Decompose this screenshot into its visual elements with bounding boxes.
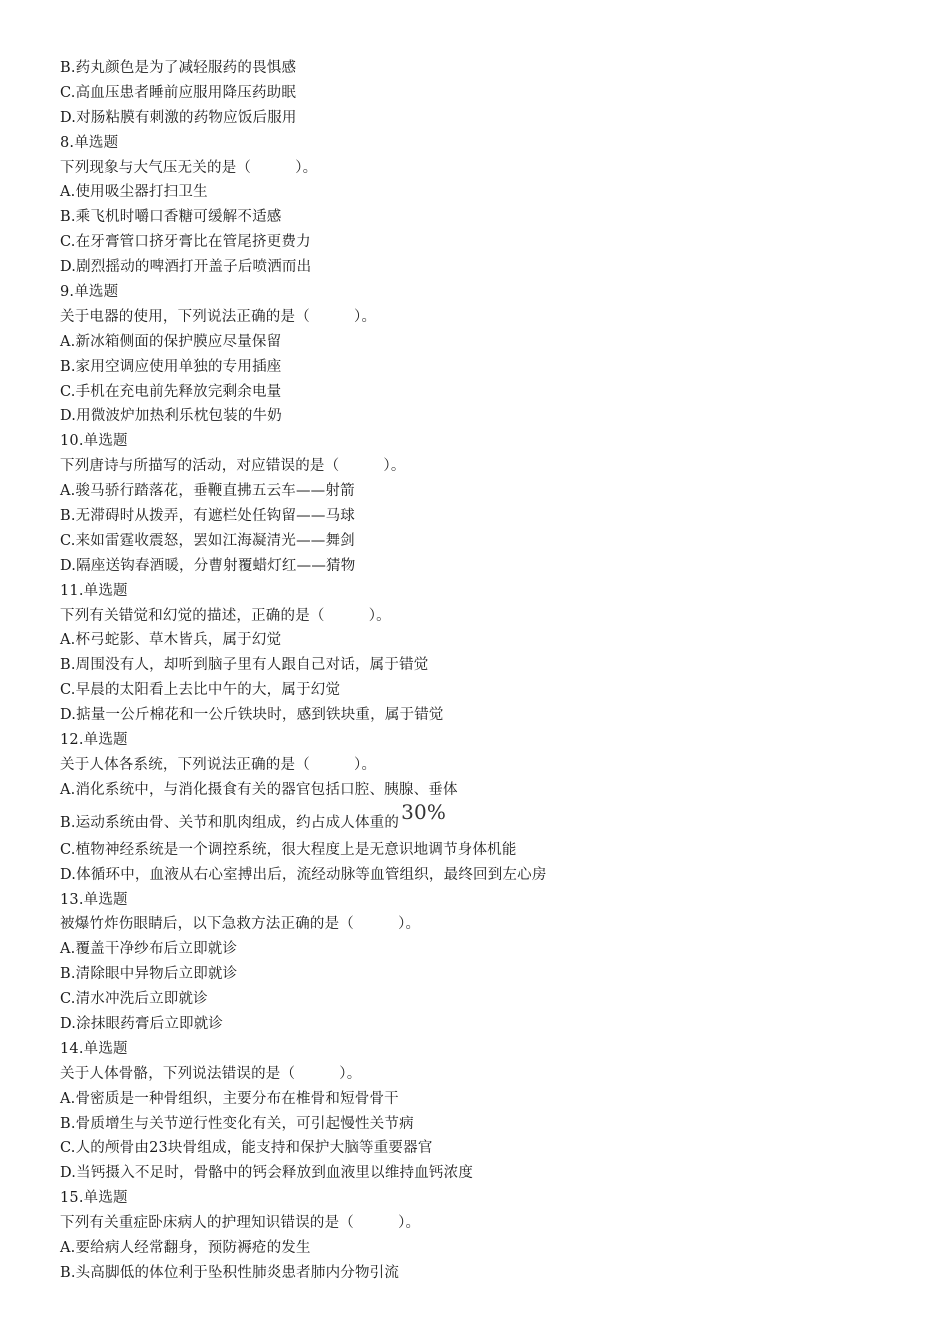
text-line: B.清除眼中异物后立即就诊 (60, 966, 238, 983)
text-line: 8.单选题 (60, 134, 119, 151)
text-line: B.无滞碍时从拨弄，有遮栏处任钩留——马球 (60, 508, 355, 525)
text-line: 关于人体骨骼，下列说法错误的是（ ）。 (60, 1065, 362, 1082)
text-line: 14.单选题 (60, 1040, 128, 1057)
text-line: A.覆盖干净纱布后立即就诊 (60, 941, 238, 958)
text-line: A.骨密质是一种骨组织，主要分布在椎骨和短骨骨干 (60, 1090, 399, 1107)
text-line: B.骨质增生与关节逆行性变化有关，可引起慢性关节病 (60, 1115, 414, 1132)
text-line: D.隔座送钩春酒暖，分曹射覆蜡灯红——猜物 (60, 557, 356, 574)
percent-value: 30% (401, 799, 447, 824)
text-line: 12.单选题 (60, 732, 128, 749)
text-line: 下列唐诗与所描写的活动，对应错误的是（ ）。 (60, 458, 406, 475)
text-line: 下列有关错觉和幻觉的描述，正确的是（ ）。 (60, 607, 391, 624)
text-line: C.早晨的太阳看上去比中午的大，属于幻觉 (60, 682, 341, 699)
text-line: D.体循环中，血液从右心室搏出后，流经动脉等血管组织，最终回到左心房 (60, 866, 547, 883)
text-line: 11.单选题 (60, 582, 128, 599)
text-line: A.杯弓蛇影、草木皆兵，属于幻觉 (60, 632, 282, 649)
text-line: C.在牙膏管口挤牙膏比在管尾挤更费力 (60, 234, 311, 251)
text-block-lower (60, 838, 900, 1286)
text-line: B.乘飞机时嚼口香糖可缓解不适感 (60, 209, 282, 226)
text-line: C.高血压患者睡前应服用降压药助眠 (60, 84, 297, 101)
text-line: B.周围没有人，却听到脑子里有人跟自己对话，属于错觉 (60, 657, 429, 674)
text-line: C.来如雷霆收震怒，罢如江海凝清光——舞剑 (60, 532, 355, 549)
text-line: 15.单选题 (60, 1190, 128, 1207)
text-line: B.家用空调应使用单独的专用插座 (60, 358, 282, 375)
text-line: C.人的颅骨由23块骨组成，能支持和保护大脑等重要器官 (60, 1140, 433, 1157)
text-line: B.头高脚低的体位利于坠积性肺炎患者肺内分物引流 (60, 1264, 400, 1281)
text-line: 关于电器的使用，下列说法正确的是（ ）。 (60, 308, 377, 325)
text-line: C.手机在充电前先释放完剩余电量 (60, 383, 282, 400)
text-line: 下列现象与大气压无关的是（ ）。 (60, 159, 318, 176)
text-line: D.涂抹眼药膏后立即就诊 (60, 1015, 224, 1032)
text-line: A.要给病人经常翻身，预防褥疮的发生 (60, 1239, 311, 1256)
text-line: C.植物神经系统是一个调控系统，很大程度上是无意识地调节身体机能 (60, 841, 517, 858)
text-line: C.清水冲洗后立即就诊 (60, 991, 208, 1008)
text-line: 9.单选题 (60, 284, 119, 301)
text-line: D.当钙摄入不足时，骨骼中的钙会释放到血液里以维持血钙浓度 (60, 1165, 474, 1182)
option-text: B.运动系统由骨、关节和肌肉组成，约占成人体重的 (60, 814, 400, 831)
text-line: B.药丸颜色是为了减轻服药的畏惧感 (60, 60, 297, 76)
text-line: 下列有关重症卧床病人的护理知识错误的是（ ）。 (60, 1215, 421, 1232)
text-line: D.剧烈摇动的啤酒打开盖子后喷洒而出 (60, 259, 312, 276)
document-page (60, 56, 900, 1286)
text-line: A.消化系统中，与消化摄食有关的器官包括口腔、胰腺、垂体 (60, 781, 458, 798)
text-line: 13.单选题 (60, 891, 128, 908)
text-block-upper (60, 56, 900, 803)
text-line: A.使用吸尘器打扫卫生 (60, 184, 208, 201)
text-line: A.骏马骄行踏落花，垂鞭直拂五云车——射箭 (60, 483, 355, 500)
text-line: D.用微波炉加热利乐枕包装的牛奶 (60, 408, 282, 425)
text-line: 10.单选题 (60, 433, 128, 450)
text-line: D.掂量一公斤棉花和一公斤铁块时，感到铁块重，属于错觉 (60, 707, 444, 724)
text-line: 被爆竹炸伤眼睛后，以下急救方法正确的是（ ）。 (60, 916, 421, 933)
text-line: D.对肠粘膜有刺激的药物应饭后服用 (60, 109, 297, 126)
text-line: 关于人体各系统，下列说法正确的是（ ）。 (60, 756, 377, 773)
text-line: A.新冰箱侧面的保护膜应尽量保留 (60, 333, 282, 350)
text-line (60, 799, 900, 838)
